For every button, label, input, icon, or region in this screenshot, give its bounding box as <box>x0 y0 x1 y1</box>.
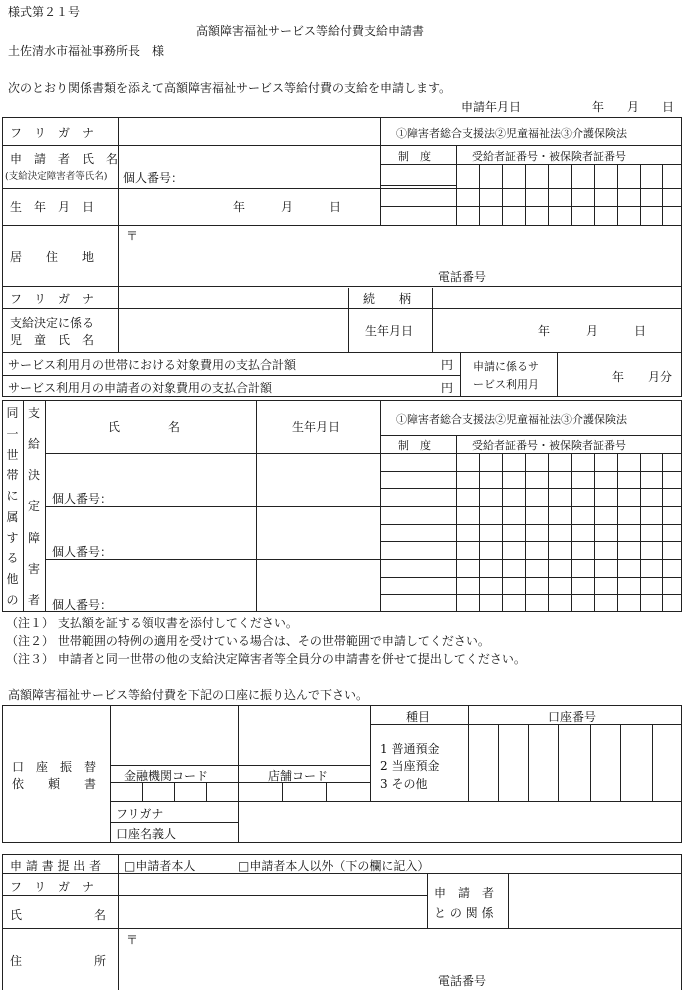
applicant-total-yen: 円 <box>441 381 454 395</box>
household-total-label: サービス利用月の世帯における対象費用の支払合計額 <box>8 358 297 372</box>
household-my-number-label-1: 個人番号： <box>52 492 113 506</box>
form-number: 様式第２１号 <box>8 5 81 19</box>
submitter-address-label: 住 所 <box>10 954 107 968</box>
child-name-label-1: 支給決定に係る <box>10 316 95 330</box>
submitter-label: 申 請 書 提 出 者 <box>10 859 102 873</box>
bank-type-header: 種目 <box>406 710 431 724</box>
bank-section-label-1: 口 座 振 替 <box>12 760 97 774</box>
application-date-year: 年 <box>592 100 605 114</box>
child-name-label-2: 児 童 氏 名 <box>10 333 95 347</box>
bank-type-option-2: 2 当座預金 <box>380 759 440 773</box>
application-date-month: 月 <box>627 100 640 114</box>
note-1: （注１） 支払額を証する領収書を添付してください。 <box>6 616 298 630</box>
submitter-postal-mark: 〒 <box>126 933 139 947</box>
applicant-phone-label: 電話番号 <box>438 270 487 284</box>
service-month-label-2: ービス利用月 <box>473 378 539 391</box>
applicant-dob-label: 生 年 月 日 <box>10 200 95 214</box>
applicant-total-label: サービス利用月の申請者の対象費用の支払合計額 <box>8 381 273 395</box>
applicant-name-sublabel: (支給決定障害者等氏名) <box>5 171 108 182</box>
applicant-laws-label: ①障害者総合支援法②児童福祉法③介護保険法 <box>396 127 627 140</box>
household-cert-label: 受給者証番号・被保険者証番号 <box>472 439 626 452</box>
applicant-furigana-label: フ リ ガ ナ <box>10 126 95 140</box>
bank-account-header: 口座番号 <box>548 710 597 724</box>
household-dob-header: 生年月日 <box>292 420 341 434</box>
household-laws-label: ①障害者総合支援法②児童福祉法③介護保険法 <box>396 413 627 426</box>
service-month-label-1: 申請に係るサ <box>473 360 539 373</box>
note-3: （注３） 申請者と同一世帯の他の支給決定障害者等全員分の申請書を併せて提出してください。 <box>6 652 526 666</box>
bank-section-label-2: 依 頼 書 <box>12 777 97 791</box>
bank-intro: 高額障害福祉サービス等給付費を下記の口座に振り込んで下さい。 <box>8 688 369 702</box>
service-month-values: 年 月分 <box>612 370 673 384</box>
child-furigana-label: フ リ ガ ナ <box>10 292 95 306</box>
applicant-address-label: 居 住 地 <box>10 250 95 264</box>
application-date-label: 申請年月日 <box>461 100 522 114</box>
submitter-phone-label: 電話番号 <box>438 974 487 988</box>
household-side-label-right: 支 給 決 定 障 害 者 <box>27 406 40 607</box>
branch-code-label: 店舗コード <box>268 769 329 783</box>
household-name-header: 氏 名 <box>108 420 181 434</box>
submitter-relation-label-2: と の 関 係 <box>434 906 494 920</box>
applicant-dob-values: 年 月 日 <box>233 200 342 214</box>
submitter-furigana-label: フ リ ガ ナ <box>10 880 95 894</box>
submitter-relation-label-1: 申 請 者 <box>434 886 495 900</box>
child-dob-label: 生年月日 <box>365 324 414 338</box>
household-my-number-label-3: 個人番号： <box>52 598 113 612</box>
bank-holder-label: 口座名義人 <box>116 827 177 841</box>
household-my-number-label-2: 個人番号： <box>52 545 113 559</box>
intro-text: 次のとおり関係書類を添えて高額障害福祉サービス等給付費の支給を申請します。 <box>8 81 452 95</box>
applicant-postal-mark: 〒 <box>126 229 139 243</box>
addressee: 土佐清水市福祉事務所長 様 <box>8 44 165 58</box>
household-total-yen: 円 <box>441 358 454 372</box>
applicant-system-label: 制 度 <box>398 150 431 163</box>
household-side-label-left: 同 一 世 帯 に 属 す る 他 の <box>6 406 19 607</box>
bank-code-label: 金融機関コード <box>124 769 209 783</box>
child-dob-values: 年 月 日 <box>538 324 647 338</box>
form-title: 高額障害福祉サービス等給付費支給申請書 <box>196 24 425 38</box>
bank-furigana-label: フリガナ <box>116 807 164 821</box>
household-system-label: 制 度 <box>398 439 431 452</box>
applicant-name-label: 申 請 者 氏 名 <box>10 152 119 166</box>
applicant-my-number-label: 個人番号： <box>123 171 184 185</box>
submitter-option-other[interactable]: □申請者本人以外（下の欄に記入） <box>238 859 430 873</box>
application-date-day: 日 <box>662 100 675 114</box>
bank-type-option-1: 1 普通預金 <box>380 742 440 756</box>
submitter-name-label: 氏 名 <box>10 908 107 922</box>
note-2: （注２） 世帯範囲の特例の適用を受けている場合は、その世帯範囲で申請してください。 <box>6 634 490 648</box>
child-relation-label: 続 柄 <box>363 292 412 306</box>
submitter-option-self[interactable]: □申請者本人 <box>124 859 196 873</box>
applicant-cert-label: 受給者証番号・被保険者証番号 <box>472 150 626 163</box>
bank-type-option-3: 3 その他 <box>380 777 428 791</box>
